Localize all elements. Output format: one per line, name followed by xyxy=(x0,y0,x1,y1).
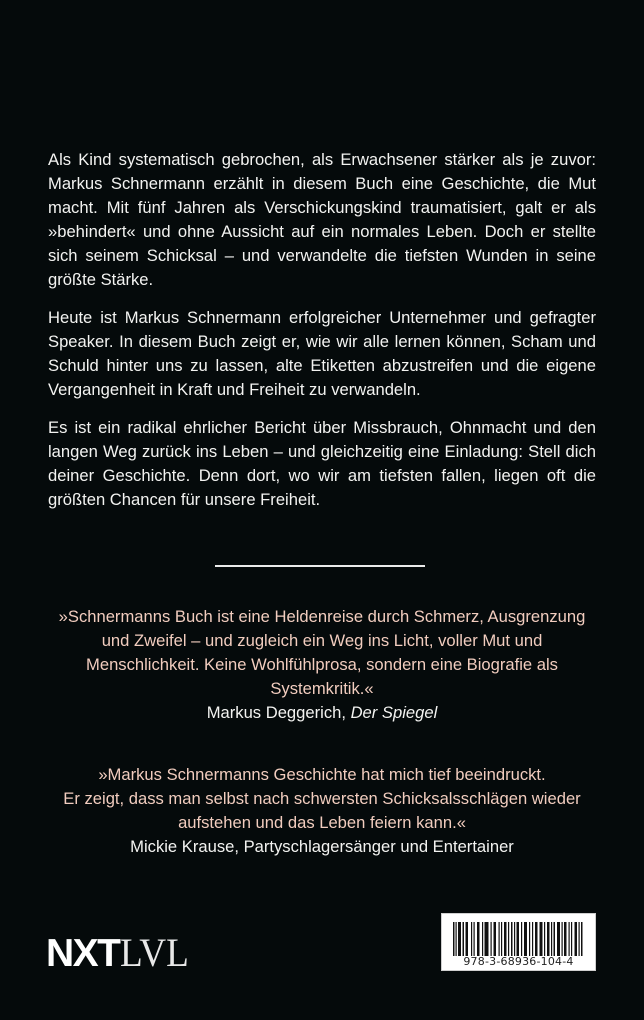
quote-source: Der Spiegel xyxy=(350,703,438,722)
blurb-paragraph-2: Heute ist Markus Schnermann erfolgreicher Unternehmer und gefragter Speaker. In diesem Buch zeigt er, wie wir alle lernen können, Scham und Schuld hinter uns zu lassen, alte Etiketten abzustreifen und die eigene Vergangenheit in Kraft und Freiheit zu verwandeln. xyxy=(48,308,596,399)
section-divider xyxy=(215,565,425,567)
review-quote-spiegel xyxy=(48,605,596,725)
barcode-icon xyxy=(453,922,584,956)
quote-line: aufstehen und das Leben feiern kann.« xyxy=(178,813,466,832)
quote-line: »Markus Schnermanns Geschichte hat mich tief beeindruckt. xyxy=(98,765,546,784)
isbn-barcode xyxy=(441,913,596,971)
logo-bold-text: NXT xyxy=(46,932,120,975)
quote-author: Markus Deggerich, xyxy=(206,703,351,722)
publisher-logo xyxy=(46,931,194,975)
book-blurb xyxy=(48,148,596,526)
quote-author: Mickie Krause, Partyschlagersänger und Entertainer xyxy=(130,837,514,856)
quote-text xyxy=(48,763,596,835)
quote-line: Systemkritik.« xyxy=(270,679,374,698)
blurb-paragraph-3: Es ist ein radikal ehrlicher Bericht über Missbrauch, Ohnmacht und den langen Weg zurück ins Leben – und gleichzeitig eine Einladung: Stell dich deiner Geschichte. Denn dort, wo wir am tiefsten fallen, liegen oft die größten Chancen für unsere Freiheit. xyxy=(48,418,596,509)
quote-line: und Zweifel – und zugleich ein Weg ins Licht, voller Mut und xyxy=(101,631,543,650)
quote-line: Menschlichkeit. Keine Wohlfühlprosa, sondern eine Biografie als xyxy=(86,655,558,674)
quote-line: Er zeigt, dass man selbst nach schwersten Schicksalsschlägen wieder xyxy=(63,789,581,808)
quote-text xyxy=(48,605,596,701)
quote-attribution xyxy=(48,701,596,725)
quote-attribution xyxy=(48,835,596,859)
logo-thin-text: LVL xyxy=(119,930,189,975)
quote-line: »Schnermanns Buch ist eine Heldenreise durch Schmerz, Ausgrenzung xyxy=(58,607,586,626)
blurb-paragraph-1: Als Kind systematisch gebrochen, als Erwachsener stärker als je zuvor: Markus Schnermann erzählt in diesem Buch eine Geschichte, die Mut macht. Mit fünf Jahren als Verschickungskind traumatisiert, galt er als »behindert« und ohne Aussicht auf ein normales Leben. Doch er stellte sich seinem Schicksal – und verwandelte die tiefsten Wunden in seine größte Stärke. xyxy=(48,150,596,289)
review-quote-krause xyxy=(48,763,596,859)
isbn-number: 978-3-68936-104-4 xyxy=(463,955,574,968)
